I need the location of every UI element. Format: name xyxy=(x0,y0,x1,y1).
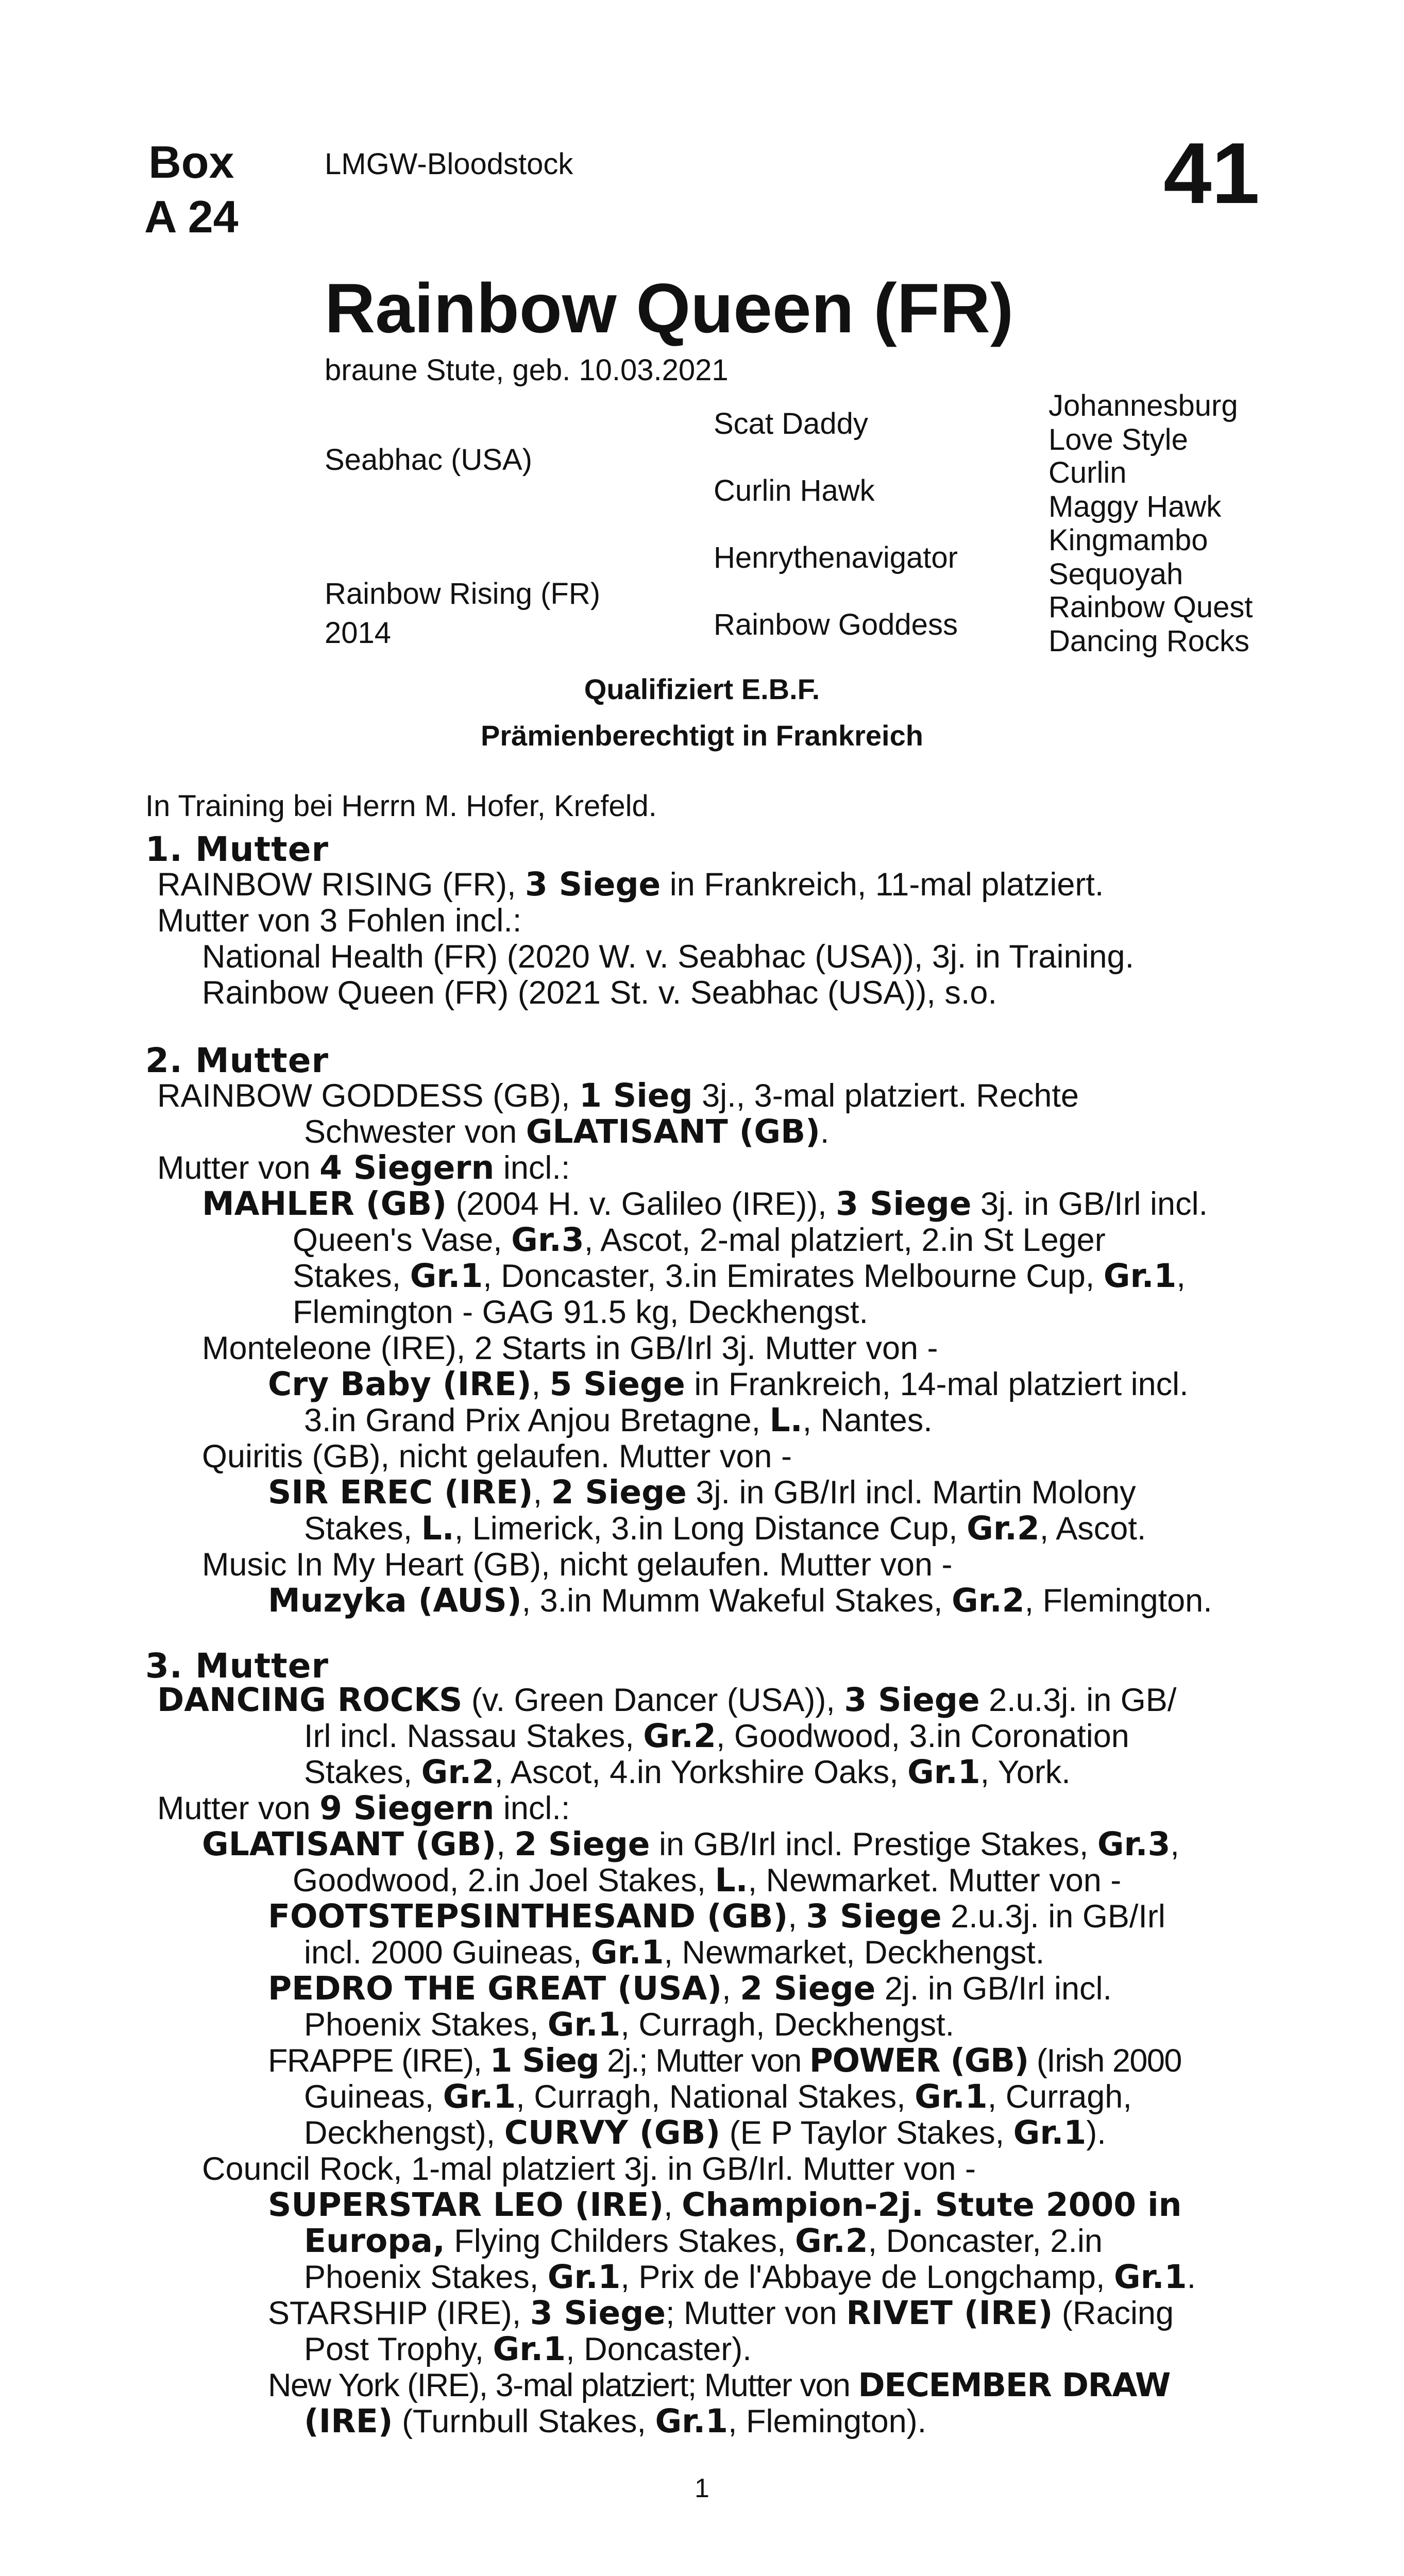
bold-text: Champion-2j. Stute 2000 in xyxy=(682,2186,1182,2224)
text-segment: , xyxy=(1170,1826,1179,1862)
text-segment: Goodwood, 2.in Joel Stakes, xyxy=(293,1862,715,1899)
text-segment: Deckhengst), xyxy=(304,2115,504,2151)
pedigree-g3-7: Rainbow Quest xyxy=(1048,590,1253,624)
dam2-line xyxy=(202,1330,938,1366)
text-segment: Rainbow Queen (FR) (2021 St. v. Seabhac (USA)), s.o. xyxy=(202,975,997,1011)
text-segment: incl.: xyxy=(494,1150,570,1186)
bold-text: 3 Siege xyxy=(806,1897,942,1935)
text-segment: , Prix de l'Abbaye de Longchamp, xyxy=(620,2259,1114,2295)
page-number: 1 xyxy=(695,2473,709,2503)
text-segment: 2.u.3j. in GB/ xyxy=(979,1682,1177,1718)
text-segment: (E P Taylor Stakes, xyxy=(720,2115,1013,2151)
bold-text: DANCING ROCKS xyxy=(157,1681,463,1719)
dam3-line xyxy=(304,2259,1196,2295)
text-segment: Flying Childers Stakes, xyxy=(445,2223,796,2259)
pedigree-dam: Rainbow Rising (FR) xyxy=(325,577,601,611)
bold-text: 2 Siege xyxy=(551,1473,687,1511)
dam3-heading: 3. Mutter xyxy=(145,1646,329,1686)
text-segment: , York. xyxy=(980,1754,1071,1790)
text-segment: in Frankreich, 11-mal platziert. xyxy=(661,867,1104,903)
bold-text: Gr.1 xyxy=(1113,2258,1187,2296)
dam3-line xyxy=(304,1935,1044,1971)
bold-text: 4 Siegern xyxy=(319,1149,495,1187)
horse-name: Rainbow Queen (FR) xyxy=(325,269,1014,347)
pedigree-g3-4: Maggy Hawk xyxy=(1048,490,1222,523)
bold-text: Gr.1 xyxy=(547,2258,621,2296)
text-segment: , Newmarket. Mutter von - xyxy=(748,1862,1122,1899)
dam1-line xyxy=(202,939,1134,975)
text-segment: . xyxy=(1187,2259,1196,2295)
dam2-line xyxy=(202,1186,1208,1222)
bold-text: 3 Siege xyxy=(530,2294,666,2332)
bold-text: Cry Baby (IRE) xyxy=(268,1365,532,1403)
bold-text: POWER (GB) xyxy=(809,2042,1028,2079)
text-segment: ). xyxy=(1086,2115,1106,2151)
qualification-france: Prämienberechtigt in Frankreich xyxy=(481,719,923,752)
text-segment: FRAPPE (IRE), xyxy=(268,2043,490,2079)
bold-text: CURVY (GB) xyxy=(504,2114,721,2151)
dam3-line xyxy=(157,1682,1176,1718)
text-segment: Mutter von xyxy=(157,1790,320,1826)
dam3-line xyxy=(268,2295,1174,2331)
text-segment: in GB/Irl incl. Prestige Stakes, xyxy=(650,1826,1097,1862)
bold-text: DECEMBER DRAW xyxy=(858,2366,1170,2404)
text-segment: New York (IRE), 3-mal platziert; Mutter von xyxy=(268,2367,858,2403)
text-segment: , 3.in Mumm Wakeful Stakes, xyxy=(521,1583,952,1619)
bold-text: L. xyxy=(769,1401,803,1439)
text-segment: , Ascot, 2-mal platziert, 2.in St Leger xyxy=(584,1222,1106,1258)
text-segment: Schwester von xyxy=(304,1114,526,1150)
text-segment: Quiritis (GB), nicht gelaufen. Mutter von - xyxy=(202,1438,792,1475)
text-segment: , Limerick, 3.in Long Distance Cup, xyxy=(454,1511,967,1547)
bold-text: Gr.2 xyxy=(795,2222,868,2260)
text-segment: Stakes, xyxy=(304,1511,421,1547)
bold-text: Gr.1 xyxy=(907,1753,980,1791)
text-segment: Stakes, xyxy=(293,1258,410,1294)
dam3-line xyxy=(304,2223,1103,2259)
dam1-heading: 1. Mutter xyxy=(145,829,329,869)
pedigree-g3-2: Love Style xyxy=(1048,423,1188,456)
text-segment: (Racing xyxy=(1053,2295,1174,2331)
dam2-line xyxy=(293,1222,1106,1258)
text-segment: RAINBOW GODDESS (GB), xyxy=(157,1078,580,1114)
bold-text: 3 Siege xyxy=(836,1185,972,1223)
pedigree-dam-year: 2014 xyxy=(325,616,392,650)
bold-text: 9 Siegern xyxy=(319,1789,495,1827)
text-segment: 3j., 3-mal platziert. Rechte xyxy=(692,1078,1079,1114)
dam2-line xyxy=(304,1114,829,1150)
bold-text: Gr.1 xyxy=(443,2078,516,2115)
text-segment: (v. Green Dancer (USA)), xyxy=(462,1682,844,1718)
pedigree-dam-dam: Rainbow Goddess xyxy=(714,608,958,641)
text-segment: , Flemington). xyxy=(728,2403,927,2439)
dam3-line xyxy=(304,1754,1071,1790)
text-segment: , xyxy=(1176,1258,1186,1294)
text-segment: 2.u.3j. in GB/Irl xyxy=(941,1899,1165,1935)
bold-text: Gr.3 xyxy=(1097,1825,1171,1863)
bold-text: Gr.1 xyxy=(493,2330,566,2368)
bold-text: Muzyka (AUS) xyxy=(268,1582,522,1619)
dam3-line xyxy=(304,2403,926,2439)
bold-text: Gr.2 xyxy=(967,1510,1040,1547)
pedigree-sire: Seabhac (USA) xyxy=(325,443,532,477)
dam2-line xyxy=(293,1294,868,1330)
text-segment: Monteleone (IRE), 2 Starts in GB/Irl 3j. Mutter von - xyxy=(202,1330,938,1366)
bold-text: Gr.2 xyxy=(421,1753,495,1791)
box-word: Box xyxy=(148,137,234,188)
text-segment: , Curragh, National Stakes, xyxy=(516,2079,915,2115)
text-segment: 3j. in GB/Irl incl. Martin Molony xyxy=(686,1475,1136,1511)
bold-text: SUPERSTAR LEO (IRE) xyxy=(268,2186,664,2224)
bold-text: 1 Sieg xyxy=(489,2042,599,2079)
bold-text: FOOTSTEPSINTHESAND (GB) xyxy=(268,1897,788,1935)
dam2-heading: 2. Mutter xyxy=(145,1041,329,1080)
text-segment: Guineas, xyxy=(304,2079,443,2115)
dam3-line xyxy=(304,2115,1106,2151)
bold-text: RIVET (IRE) xyxy=(846,2294,1053,2332)
pedigree-dam-sire: Henrythenavigator xyxy=(714,541,958,574)
bold-text: GLATISANT (GB) xyxy=(202,1825,497,1863)
training-note: In Training bei Herrn M. Hofer, Krefeld. xyxy=(145,789,657,823)
text-segment: Phoenix Stakes, xyxy=(304,2007,548,2043)
text-segment: 3.in Grand Prix Anjou Bretagne, xyxy=(304,1402,770,1438)
text-segment: , xyxy=(788,1899,806,1935)
bold-text: (IRE) xyxy=(304,2402,393,2440)
dam3-line xyxy=(268,2367,1170,2403)
dam3-line xyxy=(202,2151,976,2187)
text-segment: 2j.; Mutter von xyxy=(599,2043,809,2079)
pedigree-sire-dam: Curlin Hawk xyxy=(714,474,875,507)
text-segment: . xyxy=(820,1114,830,1150)
box-label xyxy=(144,135,239,244)
text-segment: , Flemington. xyxy=(1024,1583,1212,1619)
text-segment: , Newmarket, Deckhengst. xyxy=(664,1935,1045,1971)
bold-text: 5 Siege xyxy=(549,1365,685,1403)
pedigree-g3-3: Curlin xyxy=(1048,456,1127,489)
dam2-line xyxy=(202,1547,953,1583)
lot-number: 41 xyxy=(1163,125,1260,222)
bold-text: Gr.1 xyxy=(655,2402,729,2440)
dam2-line xyxy=(202,1438,792,1475)
dam3-line xyxy=(268,2043,1181,2079)
text-segment: Post Trophy, xyxy=(304,2331,493,2367)
pedigree-g3-5: Kingmambo xyxy=(1048,523,1208,557)
consignor: LMGW-Bloodstock xyxy=(325,147,573,181)
bold-text: Europa, xyxy=(304,2222,445,2260)
bold-text: PEDRO THE GREAT (USA) xyxy=(268,1970,722,2007)
dam2-line xyxy=(157,1150,570,1186)
dam2-line xyxy=(304,1402,933,1438)
text-segment: RAINBOW RISING (FR), xyxy=(157,867,525,903)
pedigree-sire-sire: Scat Daddy xyxy=(714,407,868,440)
text-segment: Music In My Heart (GB), nicht gelaufen. Mutter von - xyxy=(202,1547,953,1583)
text-segment: , Curragh, Deckhengst. xyxy=(620,2007,955,2043)
bold-text: SIR EREC (IRE) xyxy=(268,1473,533,1511)
text-segment: Phoenix Stakes, xyxy=(304,2259,548,2295)
text-segment: incl. 2000 Guineas, xyxy=(304,1935,591,1971)
text-segment: STARSHIP (IRE), xyxy=(268,2295,530,2331)
dam1-line xyxy=(157,867,1104,903)
bold-text: L. xyxy=(715,1861,748,1899)
dam2-line xyxy=(268,1583,1212,1619)
text-segment: , xyxy=(496,1826,515,1862)
horse-description: braune Stute, geb. 10.03.2021 xyxy=(325,353,729,387)
text-segment: , Curragh, xyxy=(987,2079,1132,2115)
dam3-line xyxy=(268,1899,1165,1935)
text-segment: , Doncaster, 3.in Emirates Melbourne Cup, xyxy=(483,1258,1104,1294)
text-segment: , Doncaster). xyxy=(566,2331,752,2367)
text-segment: (Irish 2000 xyxy=(1028,2043,1181,2079)
dam2-line xyxy=(268,1475,1136,1511)
text-segment: , Ascot. xyxy=(1039,1511,1146,1547)
pedigree-g3-1: Johannesburg xyxy=(1048,389,1238,422)
dam3-line xyxy=(157,1790,570,1826)
dam2-line xyxy=(268,1366,1189,1402)
text-segment: , xyxy=(722,1971,740,2007)
text-segment: National Health (FR) (2020 W. v. Seabhac (USA)), 3j. in Training. xyxy=(202,939,1135,975)
text-segment: Mutter von 3 Fohlen incl.: xyxy=(157,903,522,939)
text-segment: Stakes, xyxy=(304,1754,421,1790)
qualification-ebf: Qualifiziert E.B.F. xyxy=(584,673,820,705)
text-segment: Council Rock, 1-mal platziert 3j. in GB/Irl. Mutter von - xyxy=(202,2151,976,2187)
dam3-line xyxy=(304,2007,954,2043)
bold-text: Gr.1 xyxy=(547,2006,621,2043)
text-segment: , xyxy=(533,1475,551,1511)
bold-text: Gr.2 xyxy=(951,1582,1025,1619)
text-segment: , xyxy=(531,1366,550,1402)
text-segment: 3j. in GB/Irl incl. xyxy=(971,1186,1208,1222)
text-segment: , Goodwood, 3.in Coronation xyxy=(716,1718,1129,1754)
bold-text: L. xyxy=(421,1510,454,1547)
box-id: A 24 xyxy=(144,191,239,242)
bold-text: MAHLER (GB) xyxy=(202,1185,447,1223)
text-segment: , Nantes. xyxy=(802,1402,933,1438)
bold-text: 3 Siege xyxy=(525,866,661,903)
text-segment: (2004 H. v. Galileo (IRE)), xyxy=(447,1186,836,1222)
text-segment: Flemington - GAG 91.5 kg, Deckhengst. xyxy=(293,1294,869,1330)
text-segment: Irl incl. Nassau Stakes, xyxy=(304,1718,644,1754)
dam3-line xyxy=(202,1826,1179,1862)
dam3-line xyxy=(304,2079,1132,2115)
dam1-line xyxy=(202,975,997,1011)
dam3-line xyxy=(268,1971,1112,2007)
dam1-line xyxy=(157,903,521,939)
text-segment: , Ascot, 4.in Yorkshire Oaks, xyxy=(494,1754,908,1790)
bold-text: 1 Sieg xyxy=(579,1077,693,1114)
bold-text: Gr.3 xyxy=(511,1221,584,1259)
bold-text: 2 Siege xyxy=(514,1825,650,1863)
bold-text: Gr.1 xyxy=(410,1257,483,1295)
text-segment: in Frankreich, 14-mal platziert incl. xyxy=(685,1366,1189,1402)
bold-text: Gr.1 xyxy=(915,2078,988,2115)
text-segment: (Turnbull Stakes, xyxy=(393,2403,655,2439)
text-segment: Queen's Vase, xyxy=(293,1222,512,1258)
dam2-line xyxy=(293,1258,1186,1294)
text-segment: ; Mutter von xyxy=(666,2295,847,2331)
dam3-line xyxy=(304,1718,1129,1754)
bold-text: 3 Siege xyxy=(844,1681,980,1719)
pedigree-g3-8: Dancing Rocks xyxy=(1048,624,1250,658)
bold-text: 2 Siege xyxy=(740,1970,876,2007)
dam3-line xyxy=(293,1862,1121,1899)
bold-text: Gr.1 xyxy=(590,1934,664,1971)
dam2-line xyxy=(157,1078,1079,1114)
bold-text: Gr.1 xyxy=(1103,1257,1177,1295)
pedigree-g3-6: Sequoyah xyxy=(1048,557,1183,591)
dam3-line xyxy=(268,2187,1182,2223)
bold-text: GLATISANT (GB) xyxy=(526,1113,820,1150)
text-segment: , Doncaster, 2.in xyxy=(868,2223,1103,2259)
text-segment: , xyxy=(664,2187,682,2223)
bold-text: Gr.2 xyxy=(643,1717,716,1755)
text-segment: incl.: xyxy=(494,1790,570,1826)
bold-text: Gr.1 xyxy=(1013,2114,1087,2151)
dam2-line xyxy=(304,1511,1146,1547)
dam3-line xyxy=(304,2331,752,2367)
text-segment: Mutter von xyxy=(157,1150,320,1186)
text-segment: 2j. in GB/Irl incl. xyxy=(875,1971,1112,2007)
